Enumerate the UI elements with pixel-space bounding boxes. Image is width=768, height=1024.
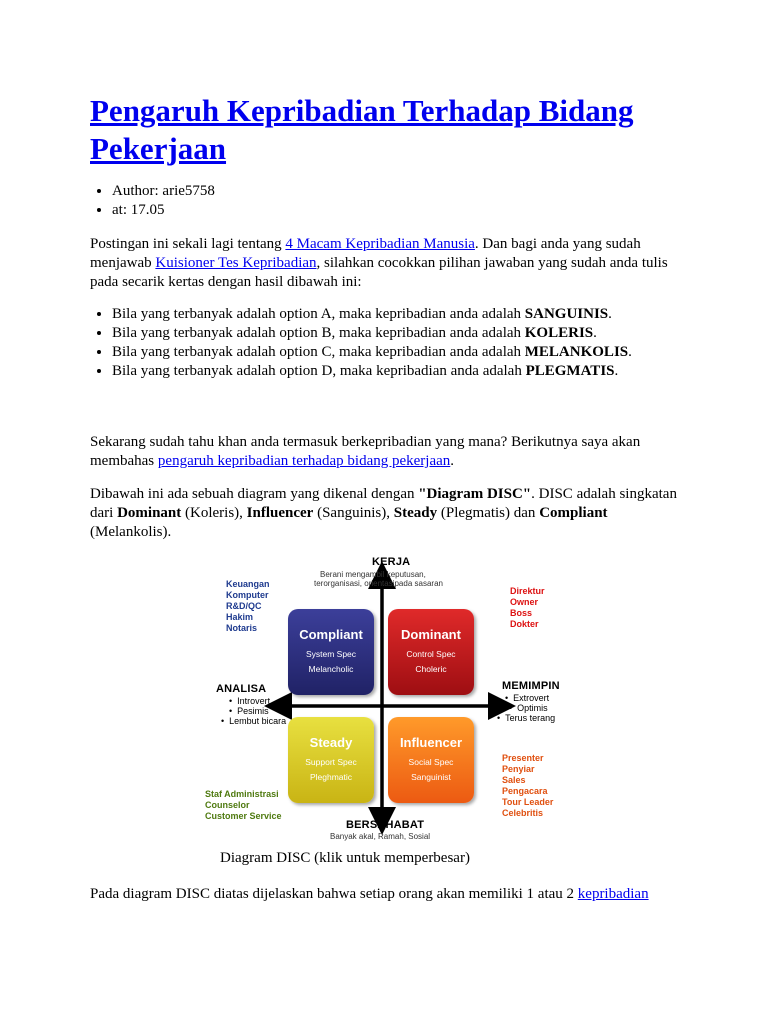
kerja-desc-2: terorganisasi, orientasipada sasaran	[314, 579, 443, 588]
page-title[interactable]	[90, 92, 690, 168]
intro-text-2: . Dan bagi anda yang sudah menjawab	[90, 236, 641, 271]
option-text: Bila yang terbanyak adalah option D, maka kepribadian anda adalah	[112, 363, 526, 379]
bersahabat-desc: Banyak akal, Ramah, Sosial	[330, 832, 431, 841]
diagram-caption: Diagram DISC (klik untuk memperbesar)	[220, 850, 470, 866]
intro-text-1: Postingan ini sekali lagi tentang	[90, 236, 286, 252]
analisa-item: • Lembut bicara	[216, 716, 286, 726]
quadrant-compliant	[288, 609, 374, 695]
intro-text-3: , silahkan cocokkan pilihan jawaban yang sudah anda tulis pada secarik kertas dengan hasil dibawah ini:	[90, 255, 668, 290]
quadrant-type: Pleghmatic	[309, 772, 353, 782]
job-item: Owner	[510, 597, 539, 607]
p3-bold-compliant: Compliant	[539, 505, 608, 521]
quadrant-title: Compliant	[299, 627, 363, 642]
option-item-b	[112, 324, 712, 343]
job-item: Komputer	[226, 590, 269, 600]
job-item: Staf Administrasi	[205, 789, 279, 799]
quadrant-influencer	[388, 717, 474, 803]
jobs-influencer	[502, 753, 553, 819]
link-kepribadian[interactable]: kepribadian	[577, 886, 649, 902]
p2-end: .	[450, 453, 455, 469]
memimpin-item: • Terus terang	[497, 713, 555, 723]
kerja-desc-1: Berani mengambil keputusan,	[320, 570, 426, 579]
p3-text: Dibawah ini ada sebuah diagram yang dikenal dengan	[90, 486, 419, 502]
paragraph-next-topic	[90, 433, 690, 471]
option-end: .	[593, 325, 597, 341]
link-pengaruh-kepribadian[interactable]: pengaruh kepribadian terhadap bidang pekerjaan	[157, 453, 451, 469]
quadrant-spec: Control Spec	[406, 649, 456, 659]
job-item: Penyiar	[502, 764, 535, 774]
post-meta	[90, 182, 712, 220]
job-item: Hakim	[226, 612, 254, 622]
job-item: Direktur	[510, 586, 545, 596]
analisa-list	[216, 696, 286, 726]
job-item: Celebritis	[502, 808, 544, 818]
p3-text: (Sanguinis),	[313, 505, 394, 521]
intro-paragraph	[90, 235, 690, 292]
author-item: • Author: arie5758	[112, 182, 712, 201]
option-text: Bila yang terbanyak adalah option B, maka kepribadian anda adalah	[112, 325, 525, 341]
title-link[interactable]: Pengaruh Kepribadian Terhadap Bidang Pekerjaan	[90, 93, 634, 166]
time-item: • at: 17.05	[112, 201, 712, 220]
option-result: KOLERIS	[524, 325, 594, 341]
label-memimpin: MEMIMPIN	[502, 680, 560, 692]
option-text: Bila yang terbanyak adalah option C, maka kepribadian anda adalah	[112, 344, 525, 360]
p3-bold-dominant: Dominant	[117, 505, 182, 521]
label-kerja: KERJA	[372, 556, 411, 568]
options-list	[90, 305, 712, 381]
jobs-steady	[205, 789, 282, 822]
option-end: .	[628, 344, 632, 360]
quadrant-type: Choleric	[415, 664, 447, 674]
p2-text: Sekarang sudah tahu khan anda termasuk berkepribadian yang mana? Berikutnya saya akan membahas	[90, 434, 641, 469]
quadrant-spec: Support Spec	[305, 757, 357, 767]
job-item: Boss	[510, 608, 533, 618]
p3-bold-diagram: "Diagram DISC"	[418, 486, 532, 502]
option-result: MELANKOLIS	[524, 344, 629, 360]
job-item: Tour Leader	[502, 797, 554, 807]
option-item-d	[112, 362, 712, 381]
job-item: Counselor	[205, 800, 250, 810]
option-text: Bila yang terbanyak adalah option A, maka kepribadian anda adalah	[112, 306, 525, 322]
option-item-c	[112, 343, 712, 362]
job-item: Pengacara	[502, 786, 548, 796]
quadrant-title: Steady	[309, 735, 353, 750]
p3-bold-influencer: Influencer	[246, 505, 314, 521]
analisa-item: • Pesimis	[216, 706, 286, 716]
quadrant-dominant	[388, 609, 474, 695]
jobs-compliant	[226, 579, 270, 634]
p3-text: (Melankolis).	[90, 524, 172, 540]
memimpin-list	[505, 693, 555, 723]
option-item-a	[112, 305, 712, 324]
label-analisa: ANALISA	[216, 683, 267, 695]
disc-diagram[interactable]	[196, 553, 574, 843]
job-item: Customer Service	[205, 811, 282, 821]
paragraph-disc-explanation	[90, 885, 690, 904]
link-4-macam-kepribadian[interactable]: 4 Macam Kepribadian Manusia	[285, 236, 475, 252]
link-kuisioner[interactable]: Kuisioner Tes Kepribadian	[155, 255, 317, 271]
label-bersahabat: BERSAHABAT	[346, 819, 425, 831]
job-item: Dokter	[510, 619, 539, 629]
memimpin-item: • Extrovert	[505, 693, 555, 703]
p3-text: (Plegmatis) dan	[437, 505, 540, 521]
job-item: Sales	[502, 775, 526, 785]
option-result: PLEGMATIS	[525, 363, 615, 379]
jobs-dominant	[510, 586, 545, 630]
quadrant-title: Dominant	[401, 627, 461, 642]
quadrant-title: Influencer	[399, 735, 463, 750]
quadrant-type: Melancholic	[308, 664, 354, 674]
job-item: Presenter	[502, 753, 544, 763]
p3-bold-steady: Steady	[393, 505, 438, 521]
analisa-item: • Introvert	[216, 696, 286, 706]
paragraph-disc-intro	[90, 485, 690, 542]
job-item: R&D/QC	[226, 601, 262, 611]
quadrant-type: Sanguinist	[411, 772, 451, 782]
option-end: .	[614, 363, 619, 379]
quadrant-spec: System Spec	[305, 649, 357, 659]
memimpin-item: • Optimis	[505, 703, 555, 713]
option-end: .	[608, 306, 612, 322]
option-result: SANGUINIS	[524, 306, 609, 322]
job-item: Keuangan	[226, 579, 270, 589]
p4-text: Pada diagram DISC diatas dijelaskan bahwa setiap orang akan memiliki 1 atau 2	[90, 886, 578, 902]
job-item: Notaris	[226, 623, 258, 633]
quadrant-steady	[288, 717, 374, 803]
p3-text: (Koleris),	[181, 505, 247, 521]
p3-text: . DISC adalah singkatan dari	[90, 486, 677, 521]
quadrant-spec: Social Spec	[408, 757, 454, 767]
